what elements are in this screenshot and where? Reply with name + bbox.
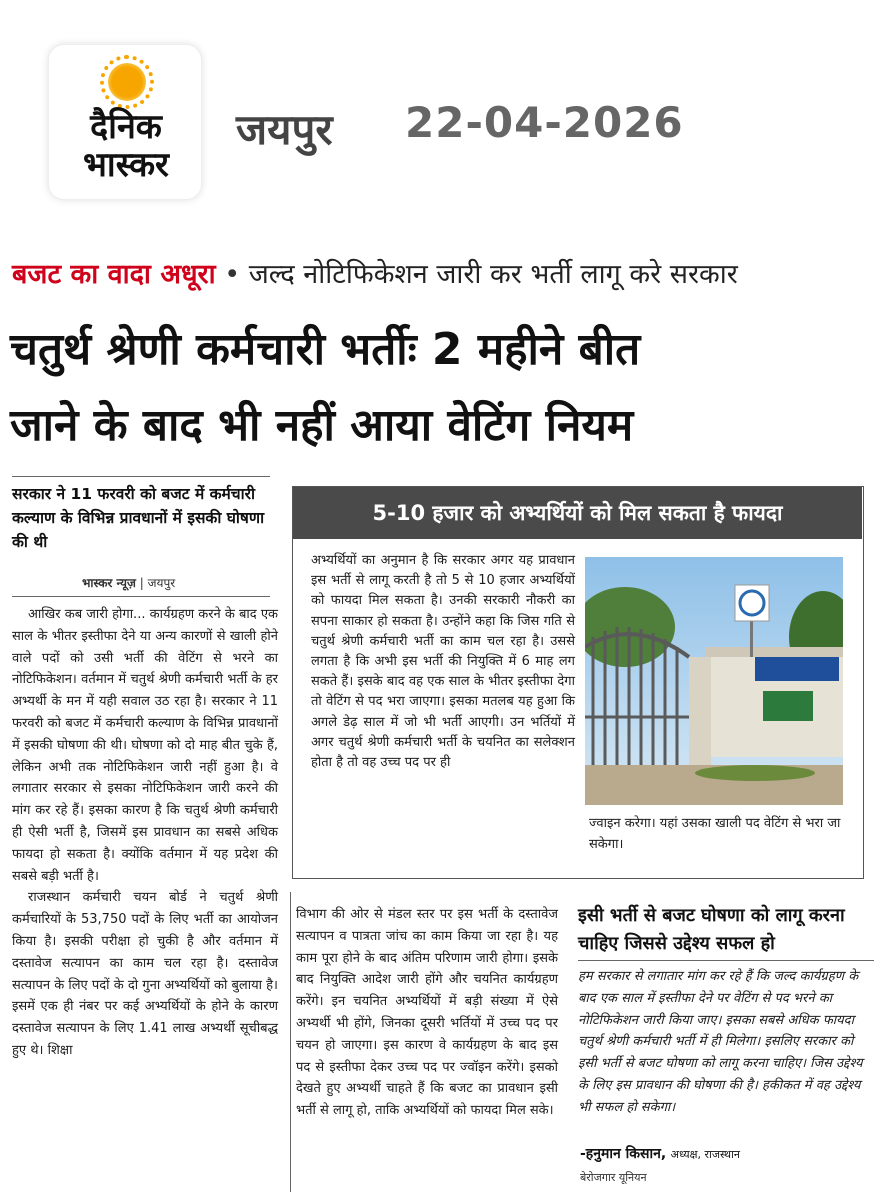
box-heading: 5-10 हजार को अभ्यर्थियों को मिल सकता है फायदा xyxy=(293,487,862,539)
sidebar-box xyxy=(292,486,864,879)
box-text: अभ्यर्थियों का अनुमान है कि सरकार अगर यह प्रावधान इस भर्ती से लागू करती है तो 5 से 10 हजार अभ्यर्थियों को फायदा मिल सकता है। उनकी सरकारी नौकरी का सपना साकार हो सकता है। उन्होंने कहा कि जिस गति से चतुर्थ श्रेणी कर्मचारी भर्ती का काम चल रहा है। उससे लगता है कि अभी इस भर्ती की नियुक्ति में 6 माह लग सकते हैं। इसके बाद वह एक साल के भीतर इस्तीफा देगा तो वेटिंग से पद भरा जाएगा। इसका मतलब यह हुआ कि अगले डेढ़ साल में जो भी भर्ती आएगी। उन भर्तियों में अगर चतुर्थ श्रेणी कर्मचारी भर्ती के चयनित का सलेक्शन होता है तो वह उच्च पद पर ही xyxy=(311,553,575,771)
headline-line-1: चतुर्थ श्रेणी कर्मचारी भर्तीः 2 महीने बीत xyxy=(10,324,641,375)
logo-line-2: भास्कर xyxy=(83,145,169,185)
article-column-1 xyxy=(12,604,278,1062)
headline-line-2: जाने के बाद भी नहीं आया वेटिंग नियम xyxy=(10,400,634,451)
col1-paragraph-2: राजस्थान कर्मचारी चयन बोर्ड ने चतुर्थ श्रेणी कर्मचारियों के 53,750 पदों के लिए भर्ती का आयोजन किया है। इसकी परीक्षा हो चुकी है और वर्तमान में दस्तावेज सत्यापन का काम चल रहा है। दस्तावेज सत्यापन के लिए पदों के दो गुना अभ्यर्थियों को बुलाया है। इसमें एक ही नंबर पर कई अभ्यर्थियों के होने के कारण दस्तावेज सत्यापन के लिए 1.41 लाख अभ्यर्थी सूचीबद्ध हुए थे। शिक्षा xyxy=(12,890,278,1058)
quote-signature xyxy=(580,1144,740,1163)
intro-top-rule xyxy=(12,476,270,477)
quote-rule xyxy=(578,960,874,961)
sun-core xyxy=(108,63,146,101)
byline: भास्कर न्यूज़ | जयपुर xyxy=(82,576,176,590)
kicker xyxy=(12,254,874,291)
quote-title: इसी भर्ती से बजट घोषणा को लागू करना चाहिए जिससे उद्देश्य सफल हो xyxy=(578,905,845,954)
article-column-2: विभाग की ओर से मंडल स्तर पर इस भर्ती के दस्तावेज सत्यापन व पात्रता जांच का काम किया जा रहा है। यह काम पूरा होने के बाद अंतिम परिणाम जारी होगा। इसके बाद नियुक्ति आदेश जारी होंगे और चयनित कार्यग्रहण करेंगे। इन चयनित अभ्यर्थियों में बड़ी संख्या में ऐसे अभ्यर्थी भी होंगे, जिनका दूसरी भर्तियों में उच्च पद पर चयन हो जाएगा। इस कारण वे कार्यग्रहण के बाद इस पद से इस्तीफा देकर उच्च पद पर ज्वॉइन करेंगे। इसको देखते हुए अभ्यर्थी चाहते हैं कि बजट का प्रावधान इसी भर्ती से लागू हो, ताकि अभ्यर्थियों को फायदा मिल सके। xyxy=(296,907,558,1119)
quote-name: -हनुमान किसान, xyxy=(580,1146,667,1162)
office-photo xyxy=(585,557,843,805)
edition-date: 22-04-2026 xyxy=(405,98,684,147)
kicker-separator: • xyxy=(224,259,241,290)
kicker-text: जल्द नोटिफिकेशन जारी कर भर्ती लागू करे सरकार xyxy=(248,259,738,290)
byline-city: जयपुर xyxy=(147,576,176,590)
column-divider xyxy=(290,892,291,1192)
headline xyxy=(10,312,876,464)
quote-text: हम सरकार से लगातार मांग कर रहे हैं कि जल्द कार्यग्रहण के बाद एक साल में इस्तीफा देने पर वेटिंग से पद भरने का नोटिफिकेशन जारी किया जाए। इसका सबसे अधिक फायदा चतुर्थ श्रेणी कर्मचारी भर्ती में ही मिलेगा। इसलिए सरकार को इसी भर्ती से बजट घोषणा को लागू करना चाहिए। जिस उद्देश्य के लिए इस प्रावधान की घोषणा की है। हकीकत में वह उद्देश्य भी सफल हो सकेगा। xyxy=(578,969,863,1115)
quote-organization: बेरोजगार यूनियन xyxy=(580,1171,647,1184)
edition-city: जयपुर xyxy=(236,105,333,154)
col1-paragraph-1: आखिर कब जारी होगा... कार्यग्रहण करने के बाद एक साल के भीतर इस्तीफा देने या अन्य कारणों से खाली होने वाले पदों को उसी भर्ती की वेटिंग से भरने का नोटिफिकेशन। वर्तमान में चतुर्थ श्रेणी कर्मचारी भर्ती के हर अभ्यर्थी के मन में यही सवाल उठ रहा है। सरकार ने 11 फरवरी को बजट में कर्मचारी कल्याण के विभिन्न प्रावधानों में इसकी घोषणा की थी। घोषणा को दो माह बीत चुके हैं, लेकिन अभी तक नोटिफिकेशन जारी नहीं हुआ है। वे लगातार सरकार से इसका नोटिफिकेशन जारी करने की मांग कर रहे हैं। इसका कारण है कि चतुर्थ श्रेणी कर्मचारी ही ऐसी भर्ती है, जिसमें इस प्रावधान का सबसे अधिक फायदा हो सकता है। क्योंकि वर्तमान में यह प्रदेश की सबसे बड़ी भर्ती है। xyxy=(12,607,279,884)
intro-bottom-rule xyxy=(12,596,270,597)
kicker-label: बजट का वादा अधूरा xyxy=(12,259,216,290)
quote-designation: अध्यक्ष, राजस्थान xyxy=(670,1148,741,1161)
byline-agency: भास्कर न्यूज़ xyxy=(82,576,136,590)
logo-line-1: दैनिक xyxy=(90,107,162,147)
masthead xyxy=(0,0,886,225)
photo-caption: ज्वाइन करेगा। यहां उसका खाली पद वेटिंग से भरा जा सकेगा। xyxy=(589,816,841,852)
newspaper-logo xyxy=(48,44,202,200)
intro-summary: सरकार ने 11 फरवरी को बजट में कर्मचारी कल्याण के विभिन्न प्रावधानों में इसकी घोषणा की थी xyxy=(12,485,265,551)
